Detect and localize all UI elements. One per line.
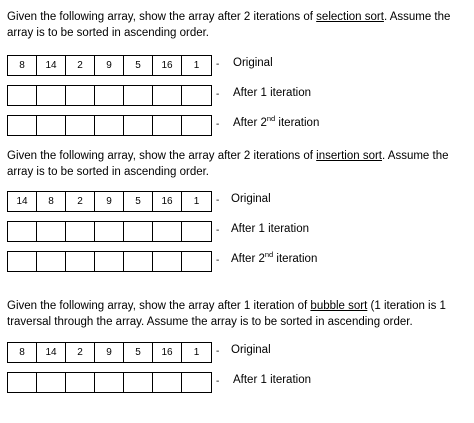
answer-cell[interactable] [95, 373, 124, 392]
answer-cell[interactable] [153, 86, 182, 105]
array-cell: 2 [66, 56, 95, 75]
q2-prompt [7, 148, 469, 180]
array-cell: 5 [124, 343, 153, 362]
answer-cell[interactable] [124, 86, 153, 105]
answer-cell[interactable] [37, 116, 66, 135]
q3-prompt-prefix: Given the following array, show the array after 1 iteration of [7, 300, 311, 312]
iter2-label-sup: nd [264, 250, 274, 260]
iter2-label-text: After 2 [233, 117, 267, 129]
answer-cell[interactable] [182, 252, 211, 271]
q2-iter1-label: After 1 iteration [231, 223, 309, 235]
dash: - [216, 89, 220, 100]
dash: - [216, 225, 220, 236]
q3-iter1-answer-array [7, 372, 212, 393]
answer-cell[interactable] [182, 222, 211, 241]
answer-cell[interactable] [95, 222, 124, 241]
q1-sort-term: selection sort [316, 11, 384, 23]
dash: - [216, 59, 220, 70]
q2-original-label: Original [231, 193, 271, 205]
answer-cell[interactable] [95, 252, 124, 271]
q1-prompt [7, 9, 469, 41]
q2-iter2-label [231, 250, 318, 265]
array-cell: 1 [193, 347, 200, 358]
array-cell: 8 [37, 192, 66, 211]
answer-cell[interactable] [182, 116, 211, 135]
answer-cell[interactable] [66, 373, 95, 392]
array-cell: 16 [153, 192, 182, 211]
dash: - [216, 346, 220, 357]
dash: - [216, 255, 220, 266]
iter2-label-text: After 2 [231, 253, 265, 265]
q1-iter2-label [233, 114, 320, 129]
q3-original-array [7, 342, 212, 363]
array-cell: 5 [124, 192, 153, 211]
q3-original-label: Original [231, 344, 271, 356]
answer-cell[interactable] [153, 252, 182, 271]
array-cell: 16 [153, 343, 182, 362]
answer-cell[interactable] [37, 252, 66, 271]
array-cell: 9 [95, 56, 124, 75]
q1-original-label: Original [233, 57, 273, 69]
q2-iter1-answer-array [7, 221, 212, 242]
array-cell: 14 [37, 56, 66, 75]
q1-iter1-label: After 1 iteration [233, 87, 311, 99]
answer-cell[interactable] [37, 86, 66, 105]
answer-cell[interactable] [124, 373, 153, 392]
answer-cell[interactable] [124, 222, 153, 241]
iter2-label-tail: iteration [275, 117, 320, 129]
q1-prompt-suffix: . Assume the array is to be sorted in ascending order. [7, 11, 451, 39]
array-cell: 1 [193, 60, 200, 71]
q3-sort-term: bubble sort [310, 300, 368, 312]
array-cell: 2 [66, 192, 95, 211]
answer-cell[interactable] [153, 373, 182, 392]
answer-cell[interactable] [66, 222, 95, 241]
answer-cell[interactable] [153, 116, 182, 135]
answer-cell[interactable] [37, 222, 66, 241]
answer-cell[interactable] [153, 222, 182, 241]
q2-prompt-suffix: . Assume the array is to be sorted in ascending order. [7, 150, 449, 178]
answer-cell[interactable] [8, 86, 37, 105]
iter2-label-sup: nd [266, 114, 276, 124]
array-cell: 14 [37, 343, 66, 362]
answer-cell[interactable] [182, 86, 211, 105]
q1-original-array [7, 55, 212, 76]
array-cell: 2 [66, 343, 95, 362]
q2-prompt-prefix: Given the following array, show the array after 2 iterations of [7, 150, 317, 162]
q2-iter2-answer-array [7, 251, 212, 272]
array-cell: 16 [153, 56, 182, 75]
answer-cell[interactable] [8, 252, 37, 271]
q1-iter2-answer-array [7, 115, 212, 136]
dash: - [216, 119, 220, 130]
dash: - [216, 195, 220, 206]
array-cell: 9 [95, 343, 124, 362]
answer-cell[interactable] [8, 373, 37, 392]
answer-cell[interactable] [66, 116, 95, 135]
q1-iter1-answer-array [7, 85, 212, 106]
answer-cell[interactable] [66, 86, 95, 105]
answer-cell[interactable] [124, 116, 153, 135]
q3-iter1-label: After 1 iteration [233, 374, 311, 386]
answer-cell[interactable] [124, 252, 153, 271]
array-cell: 14 [8, 192, 37, 211]
q2-sort-term: insertion sort [316, 150, 383, 162]
answer-cell[interactable] [8, 116, 37, 135]
answer-cell[interactable] [182, 373, 211, 392]
q1-prompt-prefix: Given the following array, show the array after 2 iterations of [7, 11, 317, 23]
dash: - [216, 376, 220, 387]
answer-cell[interactable] [66, 252, 95, 271]
array-cell: 5 [124, 56, 153, 75]
array-cell: 9 [95, 192, 124, 211]
array-cell: 8 [8, 343, 37, 362]
array-cell: 8 [8, 56, 37, 75]
answer-cell[interactable] [95, 116, 124, 135]
q3-prompt-suffix: (1 iteration is 1 traversal through the array. Assume the array is to be sorted in ascending order. [7, 300, 446, 328]
answer-cell[interactable] [8, 222, 37, 241]
q2-original-array [7, 191, 212, 212]
q3-prompt [7, 298, 469, 330]
answer-cell[interactable] [95, 86, 124, 105]
answer-cell[interactable] [37, 373, 66, 392]
iter2-label-tail: iteration [273, 253, 318, 265]
array-cell: 1 [193, 196, 200, 207]
